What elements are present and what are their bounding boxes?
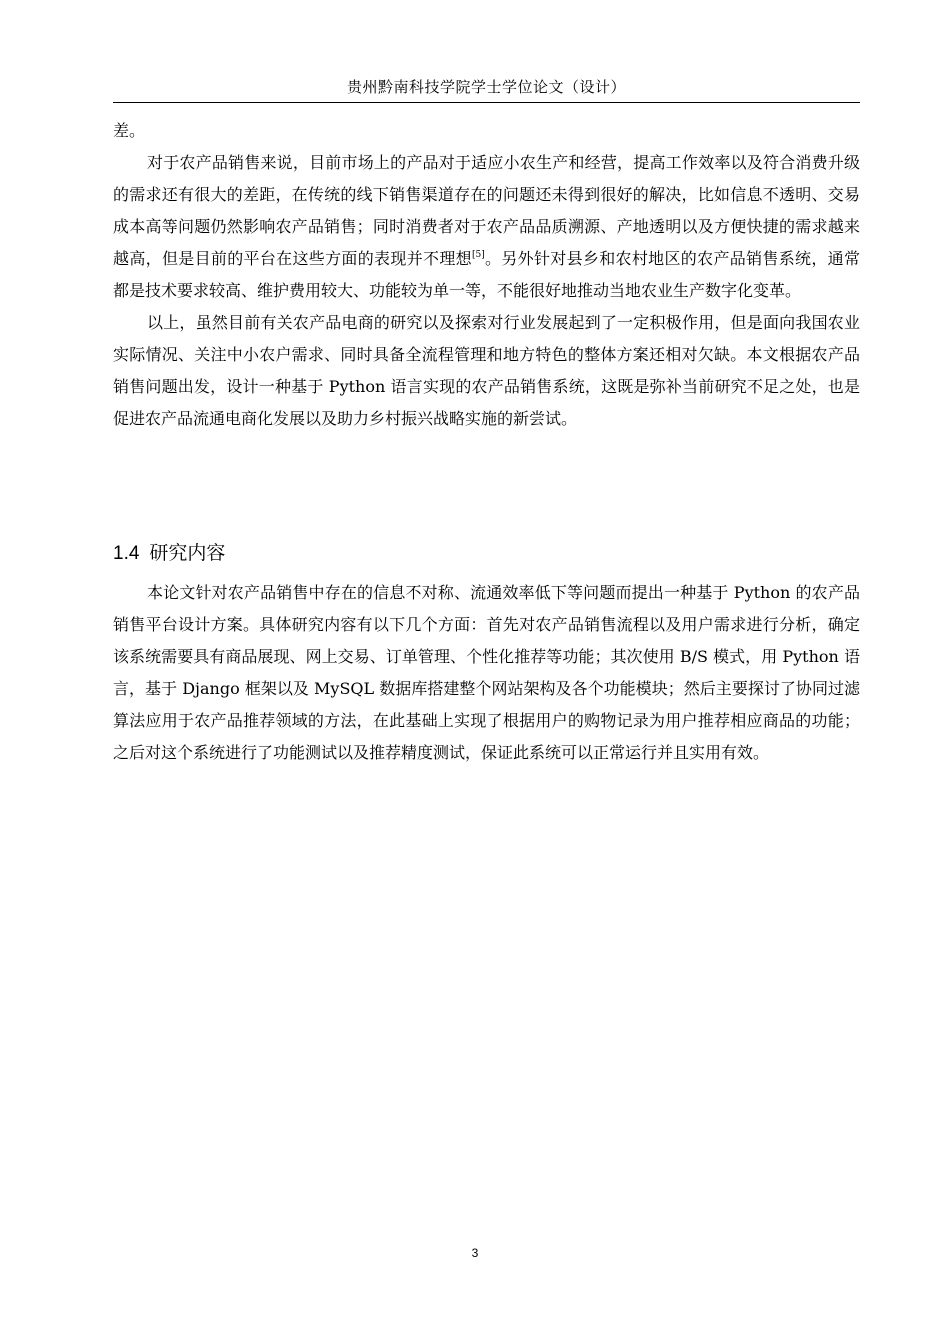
section-heading [113,535,225,572]
section-body [113,577,860,769]
paragraph-summary: 以上，虽然目前有关农产品电商的研究以及探索对行业发展起到了一定积极作用，但是面向我国农业实际情况、关注中小农户需求、同时具备全流程管理和地方特色的整体方案还相对欠缺。本文根据农产品销售问题出发，设计一种基于 Python 语言实现的农产品销售系统，这既是弥补当前研究不足之处，也是促进农产品流通电商化发展以及助力乡村振兴战略实施的新尝试。 [113,313,860,428]
continuation-paragraph: 差。 [113,121,146,140]
citation-ref: [5] [471,250,485,260]
paragraph-market-gap [113,147,860,307]
paragraph-text: 。另外针对县乡和农村地区的农产品销售系统，通常都是技术要求较高、维护费用较大、功能较为单一等，不能很好地推动当地农业生产数字化变革。 [113,249,860,300]
section-number: 1.4 [113,543,140,564]
section-title: 研究内容 [149,542,226,564]
page-number: 3 [471,1246,479,1260]
running-header: 贵州黔南科技学院学士学位论文（设计） [113,74,860,103]
body-text-block [113,115,860,435]
paragraph-research-content: 本论文针对农产品销售中存在的信息不对称、流通效率低下等问题而提出一种基于 Python 的农产品销售平台设计方案。具体研究内容有以下几个方面：首先对农产品销售流程以及用户需求进行分析，确定该系统需要具有商品展现、网上交易、订单管理、个性化推荐等功能；其次使用 B/S 模式，用 Python 语言，基于 Django 框架以及 MySQL 数据库搭建整个网站架构及各个功能模块；然后主要探讨了协同过滤算法应用于农产品推荐领域的方法，在此基础上实现了根据用户的购物记录为用户推荐相应商品的功能；之后对这个系统进行了功能测试以及推荐精度测试，保证此系统可以正常运行并且实用有效。 [113,583,860,762]
paragraph-text: 对于农产品销售来说，目前市场上的产品对于适应小农生产和经营，提高工作效率以及符合消费升级的需求还有很大的差距，在传统的线下销售渠道存在的问题还未得到很好的解决，比如信息不透明、交易成本高等问题仍然影响农产品销售；同时消费者对于农产品品质溯源、产地透明以及方便快捷的需求越来越高，但是目前的平台在这些方面的表现并不理想 [113,153,860,268]
